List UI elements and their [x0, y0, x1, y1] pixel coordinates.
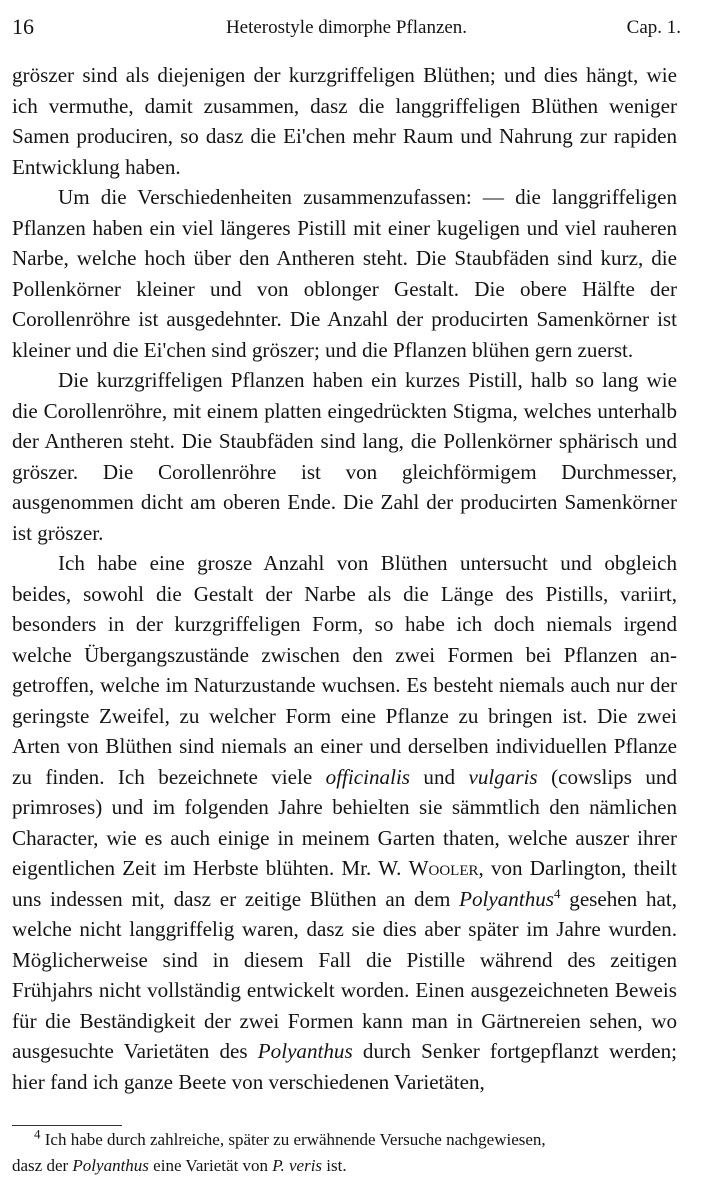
paragraph: gröszer sind als diejenigen der kurzgriffeligen Blüthen; und dies hängt, wie ich vermuthe, damit zusammen, dasz die langgriffeligen Blüthen weniger Samen produciren, so dasz die Ei'chen mehr Raum und Nahrung zur rapiden Entwicklung haben.: [12, 63, 677, 179]
page-number: 16: [12, 14, 34, 39]
running-title: Heterostyle dimorphe Pflanzen.: [225, 17, 468, 38]
footnote-reference: 4: [554, 885, 561, 901]
italic-term: Polyanthus: [257, 1039, 353, 1063]
footnote-italic: Polyanthus: [72, 1156, 149, 1175]
footnote-line-1: [12, 1127, 677, 1153]
paragraph: [12, 548, 677, 1097]
footnote-text: dasz der: [12, 1156, 73, 1175]
paragraph: Um die Verschiedenheiten zusammenzufassen: — die langgriffeligen Pflanzen haben ein viel längeres Pistill mit einer kugeligen und viel rauheren Narbe, welche hoch über den Antheren steht. Die Staubfäden sind kurz, die Pollenkörner kleiner und von oblonger Gestalt. Die obere Hälfte der Corollenröhre ist ausgedehnter. Die Anzahl der producirten Samenkörner ist kleiner und die Ei'chen sind gröszer; und die Pflanzen blühen gern zuerst.: [12, 185, 677, 362]
paragraph-text: durch Senker fortgepflanzt werden; hier fand ich ganze Beete von verschiedenen Varietäten,: [12, 1039, 677, 1094]
footnote-rule: [12, 1125, 122, 1126]
paragraph-text: gesehen hat, welche nicht langgriffelig waren, dasz sie dies aber später im Jahre wurden. Möglicherweise sind in diesem Fall die Pistille während des zeitigen Frühjahrs nicht vollständig entwickelt worden. Einen ausgezeichneten Beweis für die Beständigkeit der zwei Formen kann man in Gärtnereien sehen, wo ausgesuchte Varietäten des: [12, 886, 677, 1063]
footnote-italic: P. veris: [272, 1156, 323, 1175]
footnote: [12, 1127, 677, 1179]
footnote-text: ist.: [322, 1156, 347, 1175]
footnote-line-2: [12, 1153, 677, 1179]
paragraph-text: Ich habe eine grosze Anzahl von Blüthen untersucht und obgleich beides, sowohl die Gestalt der Narbe als die Länge des Pistills, variirt, besonders in der kurzgriffeligen Form, so habe ich doch niemals irgend welche Übergangszustände zwischen den zwei Formen bei Pflanzen angetroffen, welche im Naturzustande wuchsen. Es besteht niemals auch nur der geringste Zweifel, zu welcher Form eine Pflanze zu bringen ist. Die zwei Arten von Blüthen sind niemals an einer und derselben individuellen Pflanze zu finden. Ich bezeichnete viele: [12, 551, 677, 789]
paragraph-text: , von Darlington, theilt uns indessen mit, dasz er zeitige Blüthen an dem: [12, 856, 677, 911]
footnote-marker: 4: [34, 1126, 41, 1142]
italic-term: vulgaris: [468, 764, 538, 789]
footnote-text: Ich habe durch zahlreiche, später zu erwähnende Versuche nachgewiesen,: [40, 1130, 546, 1149]
paragraph: Die kurzgriffeligen Pflanzen haben ein kurzes Pistill, halb so lang wie die Corollenröhre, mit einem platten eingedrückten Stigma, welches unterhalb der Antheren steht. Die Staubfäden sind lang, die Pollenkörner sphärisch und gröszer. Die Corollenröhre ist von gleichförmigem Durchmesser, ausgenommen dicht am oberen Ende. Die Zahl der producirten Samenkörner ist gröszer.: [12, 368, 677, 545]
running-header: [12, 14, 681, 48]
body-text: [12, 60, 677, 1097]
chapter-label: Cap. 1.: [626, 17, 681, 38]
paragraph-text: und: [410, 764, 469, 789]
footnote-text: eine Varietät von: [148, 1156, 273, 1175]
paragraph-text: Wooler: [408, 856, 479, 880]
paragraph-text: (cowslips und primroses) und im folgenden Jahre behielten sie sämmtlich den nämlichen Character, wie es auch einige in meinem Garten thaten, welche auszer ihrer eigentlichen Zeit im Herbste blühten. Mr. W.: [12, 764, 677, 880]
italic-term: Polyanthus: [459, 886, 555, 911]
italic-term: officinalis: [325, 764, 411, 789]
